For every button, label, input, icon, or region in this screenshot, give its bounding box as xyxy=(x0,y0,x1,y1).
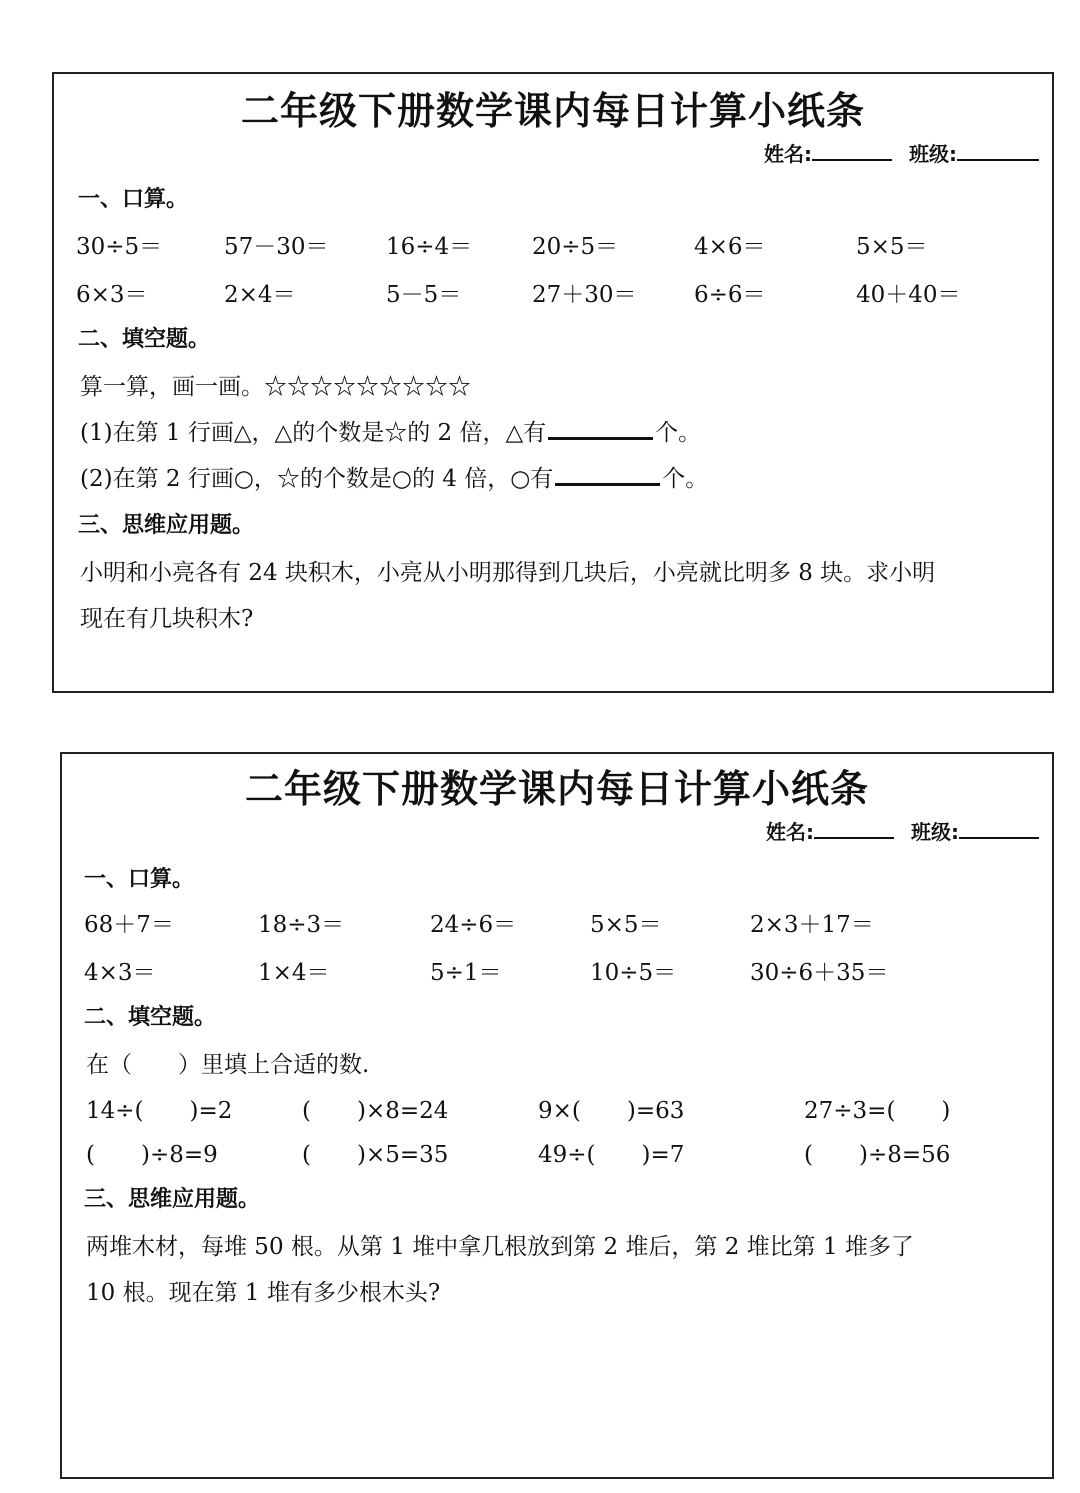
question-text: (1)在第 1 行画△，△的个数是☆的 2 倍，△有 xyxy=(80,420,547,446)
mental-math-item: 5×5＝ xyxy=(590,912,662,938)
section-fill-blank-heading: 二、填空题。 xyxy=(84,1005,217,1030)
class-field[interactable] xyxy=(957,139,1039,161)
class-label: 班级: xyxy=(910,820,959,844)
mental-math-item: 5－5＝ xyxy=(386,282,462,308)
mental-math-item: 40＋40＝ xyxy=(856,282,961,308)
mental-math-item: 5÷1＝ xyxy=(430,960,502,986)
name-label: 姓名: xyxy=(764,142,812,166)
mental-math-item: 10÷5＝ xyxy=(590,960,677,986)
fill-blank-item[interactable]: ( )×5=35 xyxy=(302,1142,449,1168)
fill-blank-item[interactable]: 27÷3=( ) xyxy=(804,1098,951,1124)
fill-blank-item[interactable]: ( )÷8=9 xyxy=(86,1142,218,1168)
question-text: (2)在第 2 行画○，☆的个数是○的 4 倍，○有 xyxy=(80,466,554,492)
class-label: 班级: xyxy=(908,142,957,166)
fill-blank-item[interactable]: 9×( )=63 xyxy=(538,1098,685,1124)
worksheet-title: 二年级下册数学课内每日计算小纸条 xyxy=(240,89,865,133)
mental-math-item: 16÷4＝ xyxy=(386,234,473,260)
mental-math-item: 6÷6＝ xyxy=(694,282,766,308)
section-word-problem-heading: 三、思维应用题。 xyxy=(84,1187,261,1212)
word-problem-line-2: 10 根。现在第 1 堆有多少根木头? xyxy=(86,1280,441,1306)
fill-question-1 xyxy=(80,414,701,447)
answer-blank[interactable] xyxy=(548,415,653,440)
class-field[interactable] xyxy=(959,817,1039,839)
student-info xyxy=(764,138,1039,167)
mental-math-item: 5×5＝ xyxy=(856,234,928,260)
mental-math-item: 30÷6＋35＝ xyxy=(750,960,889,986)
worksheet-card-1 xyxy=(52,72,1054,693)
mental-math-item: 4×6＝ xyxy=(694,234,766,260)
question-suffix: 个。 xyxy=(655,420,702,446)
name-field[interactable] xyxy=(812,139,892,161)
name-field[interactable] xyxy=(814,817,894,839)
mental-math-item: 24÷6＝ xyxy=(430,912,517,938)
section-mental-math-heading: 一、口算。 xyxy=(78,187,189,212)
mental-math-item: 20÷5＝ xyxy=(532,234,619,260)
fill-blank-item[interactable]: ( )×8=24 xyxy=(302,1098,449,1124)
mental-math-item: 57－30＝ xyxy=(224,234,329,260)
student-info xyxy=(766,816,1039,845)
fill-blank-item[interactable]: ( )÷8=56 xyxy=(804,1142,951,1168)
mental-math-item: 30÷5＝ xyxy=(76,234,163,260)
section-word-problem-heading: 三、思维应用题。 xyxy=(78,513,255,538)
mental-math-item: 18÷3＝ xyxy=(258,912,345,938)
mental-math-item: 1×4＝ xyxy=(258,960,330,986)
word-problem-line-1: 两堆木材，每堆 50 根。从第 1 堆中拿几根放到第 2 堆后，第 2 堆比第 1 堆多了 xyxy=(86,1234,914,1260)
fill-question-2 xyxy=(80,460,708,493)
fill-blank-item[interactable]: 49÷( )=7 xyxy=(538,1142,685,1168)
fill-intro: 在（ ）里填上合适的数. xyxy=(86,1052,370,1078)
mental-math-item: 2×4＝ xyxy=(224,282,296,308)
mental-math-item: 6×3＝ xyxy=(76,282,148,308)
answer-blank[interactable] xyxy=(555,461,660,486)
section-fill-blank-heading: 二、填空题。 xyxy=(78,327,211,352)
fill-blank-item[interactable]: 14÷( )=2 xyxy=(86,1098,233,1124)
word-problem-line-1: 小明和小亮各有 24 块积木，小亮从小明那得到几块后，小亮就比明多 8 块。求小明 xyxy=(80,560,936,586)
worksheet-card-2 xyxy=(60,752,1054,1479)
mental-math-item: 4×3＝ xyxy=(84,960,156,986)
fill-intro: 算一算，画一画。☆☆☆☆☆☆☆☆☆ xyxy=(80,374,471,400)
word-problem-line-2: 现在有几块积木? xyxy=(80,606,254,632)
mental-math-item: 27＋30＝ xyxy=(532,282,637,308)
worksheet-title: 二年级下册数学课内每日计算小纸条 xyxy=(244,767,869,811)
section-mental-math-heading: 一、口算。 xyxy=(84,867,195,892)
mental-math-item: 2×3＋17＝ xyxy=(750,912,874,938)
name-label: 姓名: xyxy=(766,820,814,844)
question-suffix: 个。 xyxy=(662,466,709,492)
mental-math-item: 68＋7＝ xyxy=(84,912,174,938)
